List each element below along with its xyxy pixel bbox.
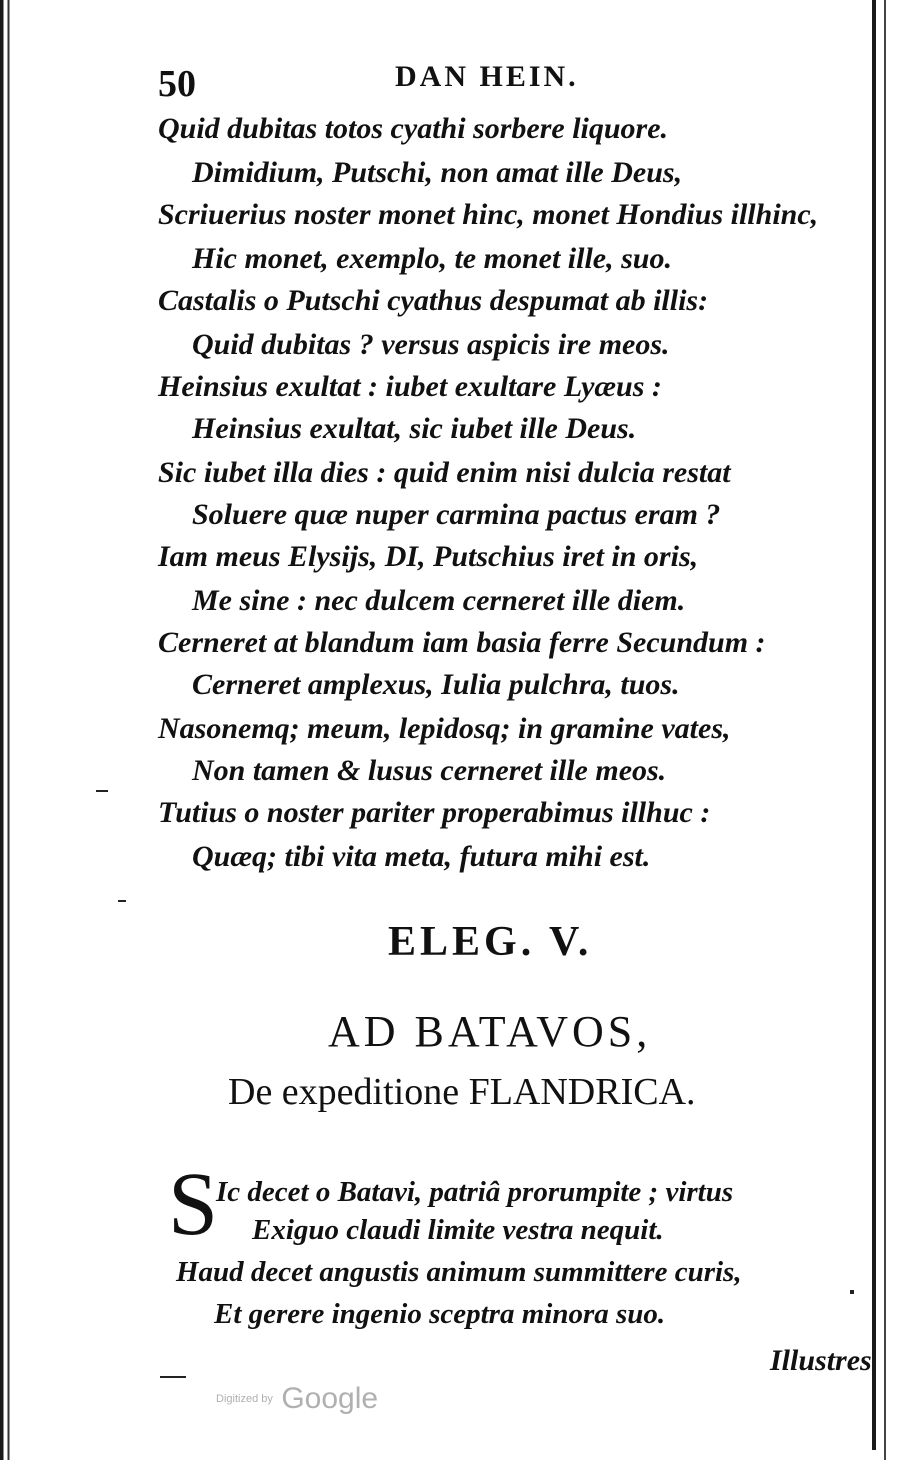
ink-speck [96,790,108,792]
poem-line: Cerneret at blandum iam basia ferre Secundum : [158,626,766,659]
poem-line: Castalis o Putschi cyathus despumat ab illis: [158,284,709,317]
poem-line: Soluere quæ nuper carmina pactus eram ? [192,498,721,531]
catchword: Illustres [770,1344,872,1377]
digitized-watermark [216,1382,378,1416]
poem-line: Sic iubet illa dies : quid enim nisi dulcia restat [158,456,731,489]
elegy-line: Et gerere ingenio sceptra minora suo. [214,1298,666,1330]
poem-line: Quid dubitas ? versus aspicis ire meos. [192,328,670,361]
poem-line: Heinsius exultat, sic iubet ille Deus. [192,412,637,445]
poem-line: Tutius o noster pariter properabimus illhuc : [158,796,711,829]
elegy-heading: ELEG. V. [388,919,593,965]
poem-line: Non tamen & lusus cerneret ille meos. [192,754,667,787]
ink-speck [118,900,126,902]
poem-line: Nasonemq; meum, lepidosq; in gramine vates, [158,712,731,745]
poem-line: Quid dubitas totos cyathi sorbere liquore. [158,112,669,145]
elegy-subtitle: De expeditione FLANDRICA. [228,1071,696,1113]
page-left-edge [0,0,14,1460]
poem-line: Dimidium, Putschi, non amat ille Deus, [192,156,683,189]
watermark-prefix: Digitized by [216,1393,273,1405]
google-logo: Google [281,1382,379,1415]
page-right-edge [872,0,876,1450]
ink-speck [160,1376,186,1378]
poem-line: Me sine : nec dulcem cerneret ille diem. [192,584,686,617]
elegy-line: Haud decet angustis animum summittere curis, [176,1256,742,1288]
page-number: 50 [158,63,196,105]
drop-cap: S [168,1155,219,1254]
elegy-line: Ic decet o Batavi, patriâ prorumpite ; virtus [216,1176,734,1208]
elegy-title: AD BATAVOS, [328,1007,652,1056]
poem-line: Cerneret amplexus, Iulia pulchra, tuos. [192,668,680,701]
poem-line: Quæq; tibi vita meta, futura mihi est. [192,840,651,873]
poem-line: Iam meus Elysijs, DI, Putschius iret in oris, [158,540,699,573]
ink-speck [850,1290,854,1294]
running-title: DAN HEIN. [395,60,579,93]
page-right-shadow [884,0,886,1460]
elegy-line: Exiguo claudi limite vestra nequit. [252,1214,664,1246]
poem-line: Heinsius exultat : iubet exultare Lyæus : [158,370,662,403]
poem-line: Hic monet, exemplo, te monet ille, suo. [192,242,672,275]
poem-line: Scriuerius noster monet hinc, monet Hondius illhinc, [158,198,819,231]
